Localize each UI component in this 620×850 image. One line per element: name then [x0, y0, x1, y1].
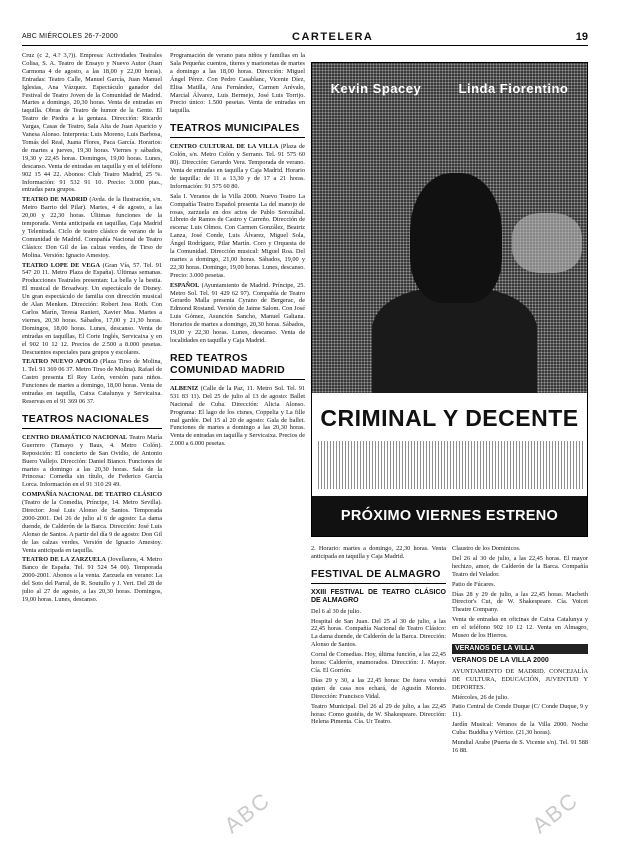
ayuntamiento-line: AYUNTAMIENTO DE MADRID. CONCEJALÍA DE CULTURA, EDUCACIÓN, JUVENTUD Y DEPORTES.	[452, 667, 588, 691]
section-red-teatros: RED TEATROS COMUNIDAD MADRID	[170, 352, 305, 380]
listing-cntc	[22, 491, 162, 554]
almagro-dates: Del 6 al 30 de julio.	[311, 607, 362, 615]
jardin-musical-line: Jardín Musical: Veranos de la Villa 2000. Noche Cuba: Buddha y Vértice. (21,30 horas).	[452, 721, 588, 737]
section-teatros-nacionales: TEATROS NACIONALES	[22, 413, 162, 429]
ticket-info: Venta de entradas en oficinas de Caixa Catalunya y en el teléfono 902 10 12 12. Venta en Almagro, Museo de los Hierros.	[452, 616, 588, 640]
conde-duque-line: Patio Central de Conde Duque (C/ Conde Duque, 9 y 11).	[452, 703, 588, 719]
listing-title: TEATRO DE LA ZARZUELA	[22, 556, 106, 564]
macbeth-listing: Días 28 y 29 de julio, a las 22,45 horas. Macbeth Director's Cut, de W. Shakespeare. Cía. Voicet Theatre Company.	[452, 590, 588, 614]
ad-actor-names	[312, 81, 587, 96]
almagro-hospital: Hospital de San Juan. Del 25 al 30 de julio, a las 22,45 horas. Compañía Nacional de Teatro Clásico: La dama duende, de Calderón de la Barca. Dirección: Alonso de Santos.	[311, 617, 446, 649]
listing-title: TEATRO LOPE DE VEGA	[22, 261, 100, 269]
listing-body: (Avda. de la Ilustración, s/n. Metro Barrio del Pilar). Martes, 4 de agosto, a las 20,00 y 22,30 horas. Últimas funciones de la temporada. Venta anticipada en taquillas, Caja Madrid y Telentrada. Ciclo de teatro clásico de verano de la Comunidad de Madrid. Compañía Nacional de Teatro Clásico: Don Gil de las calzas verdes, de Tirso de Molina. Versión: Ignacio Amestoy.	[22, 196, 162, 259]
listing-body: (Plaza de Colón, s/n. Metro Colón y Serrano. Tel. 91 575 60 80). Dirección: Gerardo Vera. Temporada de verano. Venta de entradas en taquilla y Caja Madrid. Horario de taquilla: de 11 a 13,30 y de 17 a 21 horas. Información: 91 575 60 80.	[170, 143, 305, 190]
page-header	[22, 32, 588, 46]
listing-albeniz	[170, 385, 305, 448]
listing-centro-cultural	[170, 143, 305, 190]
listing-lope-de-vega	[22, 262, 162, 357]
column-3	[311, 545, 446, 842]
header-date: ABC MIÉRCOLES 26-7-2000	[22, 33, 119, 40]
ad-title: CRIMINAL Y DECENTE	[320, 405, 579, 431]
page-number: 19	[575, 31, 588, 43]
watermark-stamp: ABC	[219, 786, 276, 839]
listing-teatro-madrid	[22, 196, 162, 259]
col3-top-para: 2. Horario: martes a domingo, 22,30 horas. Venta anticipada en taquilla y Caja Madrid.	[311, 545, 446, 560]
almagro-moreto: Días 29 y 30, a las 22,45 horas: De fuera vendrá quien de casa nos echará, de Agustín Moreto. Dirección: Francisco Vidal.	[311, 676, 446, 700]
col1-top-para: Cruz (c 2, 4.? 3,?)). Empresa: Actividades Teatrales Colisa, S. A. Teatro de Ensayo y Nuevo Autor (Juan Carmona 4 de agosto, a las 18,00 y 22,00 horas). Entradas: Teatro Calle, Manuel García, Juan Manuel Iglesias, Ana Vázquez. Espectáculo ganador del Festival de Teatro Joven de la Comunidad de Madrid. Martes a domingo, 20,30 horas. Venta de entradas en taquilla. Obras de Teatro de humor de la Gente. El Teatro de Piedra a la gentaza. Dirección: Ricardo Vargas, Casas de Teatro, Sala Alta de Juan Aparicio y Vanesa Alonso. Interpreta: Luis Moreno, Luis Barbosa, Tomás del Real, Juana Flores, Paca García. Horarios: de martes a jueves, 19,30 horas. Viernes y sábados, 19,30 y 22,45 horas. Domingos, 19,00 horas. Lunes, descanso. Venta de entradas en taquilla y en el teléfono 902 15 44 22. Abonos: Club Teatro Madrid, 25 %. Información: 91 532 91 10. Precio: 3.000 ptas., entradas para grupos.	[22, 52, 162, 194]
section-teatros-municipales: TEATROS MUNICIPALES	[170, 122, 305, 138]
col2-top-para: Programación de verano para niños y familias en la Sala Pequeña: cuentos, títeres y marionetas de martes a domingo a las 18,00 horas. Dirección: Miguel Ángel Pérez. Con Pedro Casablanc, Vicente Díez, Elisa Matilla, Ana Fernández, Carmen Arévalo, Marcial Álvarez, Luis Bermejo, José Luis Torrijo. Precio único: 1.500 pesetas. Venta de entradas en taquilla.	[170, 52, 305, 115]
listing-body: (Jovellanos, 4. Metro Banco de España. Tel. 91 524 54 00). Temporada 2000-2001. Abonos a la venta. Zarzuela en verano: La del Soto del Parral, de R. Soutullo y J. Vert. Del 28 de julio al 27 de agosto, a las 20,30 horas. Domingos, 19,00 horas. Lunes, descanso.	[22, 556, 162, 603]
listing-title: TEATRO DE MADRID	[22, 196, 88, 204]
ad-release-strip: PRÓXIMO VIERNES ESTRENO	[312, 496, 587, 536]
ad-photo	[312, 63, 587, 393]
listing-title: CENTRO CULTURAL DE LA VILLA	[170, 143, 279, 151]
listing-title: COMPAÑÍA NACIONAL DE TEATRO CLÁSICO	[22, 491, 162, 499]
movie-advertisement	[311, 62, 588, 537]
column-2	[170, 52, 305, 842]
dominicos-listing: Del 26 al 30 de julio, a las 22,45 horas. El mayor hechizo, amor, de Calderón de la Barca. Compañía Teatro del Velador.	[452, 554, 588, 578]
listing-body: (Plaza Tirso de Molina, 1. Tel. 91 369 06 37. Metro Tirso de Molina). Rafael de Castro presenta El Rey León, versión para niños. Funciones de martes a domingo, 18,00 horas. Venta de entradas en taquilla, Caixa Catalunya y Servicaixa. Reservas en el 91 369 06 37.	[22, 358, 162, 405]
listing-espanol	[170, 282, 305, 345]
ad-figure-hand	[512, 213, 582, 273]
ad-credits-block	[318, 441, 583, 489]
listing-body: (Gran Vía, 57. Tel. 91 547 20 11. Metro Plaza de España). Últimas semanas. Producciones Teatrales presentan: La bella y la bestia. El musical de Broadway. Un espectáculo de Disney. Un gran espectáculo de familia con dirección musical de Alan Menken. Dirección: Robert Jess Roth. Con Carlos Marín, Teresa Ranieri, Xavier Mas. Martes a viernes, 20,30 horas. Sábados, 17,00 y 21,30 horas. Domingos, 18,00 horas. Lunes, descanso. Venta de entradas en taquillas, El Corte Inglés, Servicaixa y en el 902 10 12 12. Precios de 2.500 a 8.000 pesetas. Descuentos especiales para grupos y escolares.	[22, 261, 162, 356]
almagro-corral: Corral de Comedias. Hoy, última función, a las 22,45 horas: Calderón, enamorados. Dirección: J. Mayor. Cía. El Gorrión.	[311, 651, 446, 674]
listing-title: ALBENIZ	[170, 384, 199, 392]
listing-title: CENTRO DRAMÁTICO NACIONAL	[22, 433, 128, 441]
section-title: CARTELERA	[292, 31, 374, 43]
listing-title: ESPAÑOL	[170, 281, 200, 289]
veranos-villa-heading: VERANOS DE LA VILLA 2000	[452, 656, 549, 664]
listing-nuevo-apolo	[22, 358, 162, 405]
ad-figure-head	[410, 173, 502, 303]
col4-top-para: Claustro de los Dominicos.	[452, 545, 521, 552]
listing-body: (Ayuntamiento de Madrid. Príncipe, 25. Metro Sol. Tel. 91 429 62 97). Compañía de Teatro Gerardo Malla presenta Cyrano de Bergerac, de Edmond Rostand. Versión de Jaime Salom. Con José Luis Gómez, Asunción Sancho, Manuel Galiana. Horarios de martes a domingo, 20,30 horas. Sábados, 19,00 y 22,30 horas. Lunes, descanso. Venta de localidades en taquilla y Caja Madrid.	[170, 281, 305, 344]
section-festival-almagro: FESTIVAL DE ALMAGRO	[311, 568, 446, 584]
ad-actor-2: Linda Fiorentino	[458, 81, 569, 96]
fucares-label: Patio de Fúcares.	[452, 580, 496, 588]
listing-sala-1: Sala I. Veranos de la Villa 2000. Nuevo Teatro La Compañía Teatro Español presenta La del manojo de rosas, zarzuela en dos actos de Pablo Sorozábal. Libreto de Ramos de Castro y Carreño. Dirección de escena: Luis Olmos. Con Carmen González, Beatriz Lanza, José Conde, Luis Álvarez, Miguel Sola, Ángel Rodríguez, Pilar Martín. Coro y Orquesta de la Comunidad. Dirección musical: Miguel Roa. Del martes a domingo, 21,00 horas. Sábados, 19,00 y 22,30 horas. Domingo, 19,00 horas. Lunes, descanso. Precio: 3.000 pesetas.	[170, 192, 305, 279]
date-line: Miércoles, 26 de julio.	[452, 693, 509, 701]
column-1	[22, 52, 162, 842]
veranos-villa-bar: VERANOS DE LA VILLA	[452, 644, 588, 654]
listing-cdn	[22, 434, 162, 489]
mundial-arabe-line: Mundial Arabe (Puerta de S. Vicente s/n). Tel. 91 588 16 88.	[452, 739, 588, 754]
listing-zarzuela	[22, 556, 162, 603]
listing-title: TEATRO NUEVO APOLO	[22, 358, 98, 366]
listing-body: (Teatro de la Comedia, Príncipe, 14. Metro Sevilla). Director: José Luis Alonso de Santos. Temporada 2000-2001. Del 26 de julio al 6 de agosto: La dama duende, de Calderón de la Barca. Dirección: José Luis Alonso de Santos. A partir del día 9 de agosto: Don Gil de las calzas verdes. Versión de Ignacio Amestoy. Venta anticipada en taquilla.	[22, 499, 162, 554]
ad-figure-body	[372, 288, 537, 393]
subheading-xxiii: XXIII FESTIVAL DE TEATRO CLÁSICO DE ALMAGRO	[311, 588, 446, 604]
watermark-stamp: ABC	[527, 786, 584, 839]
ad-actor-1: Kevin Spacey	[330, 81, 422, 96]
listing-body: Teatro María Guerrero (Tamayo y Baus, 4. Metro Colón). Reposición: El concierto de San Ovidio, de Antonio Buero Vallejo. Dirección: Daniel Bianco. Funciones de martes a domingo a las 20,30 horas. Sala de la Princesa: Comedia sin título, de Federico García Lorca. Información en el 91 310 29 49.	[22, 433, 162, 489]
almagro-municipal: Teatro Municipal. Del 26 al 29 de julio, a las 22,45 horas: Como gustéis, de W. Shakespeare. Dirección: Helena Pimenta. Cía. Ur Teatro.	[311, 702, 446, 726]
listing-body: (Calle de la Paz, 11. Metro Sol. Tel. 91 531 83 11). Del 25 de julio al 13 de agosto: Ballet Nacional de Cuba. Dirección: Alicia Alonso. Programa: El lago de los cisnes, Coppelia y La fille mal gardée. Del 15 al 20 de agosto: Gala de ballet. Funciones de martes a domingo a las 20,30 horas. Venta de entradas en taquilla y Servicaixa. Precios de 2.000 a 6.000 pesetas.	[170, 384, 305, 448]
